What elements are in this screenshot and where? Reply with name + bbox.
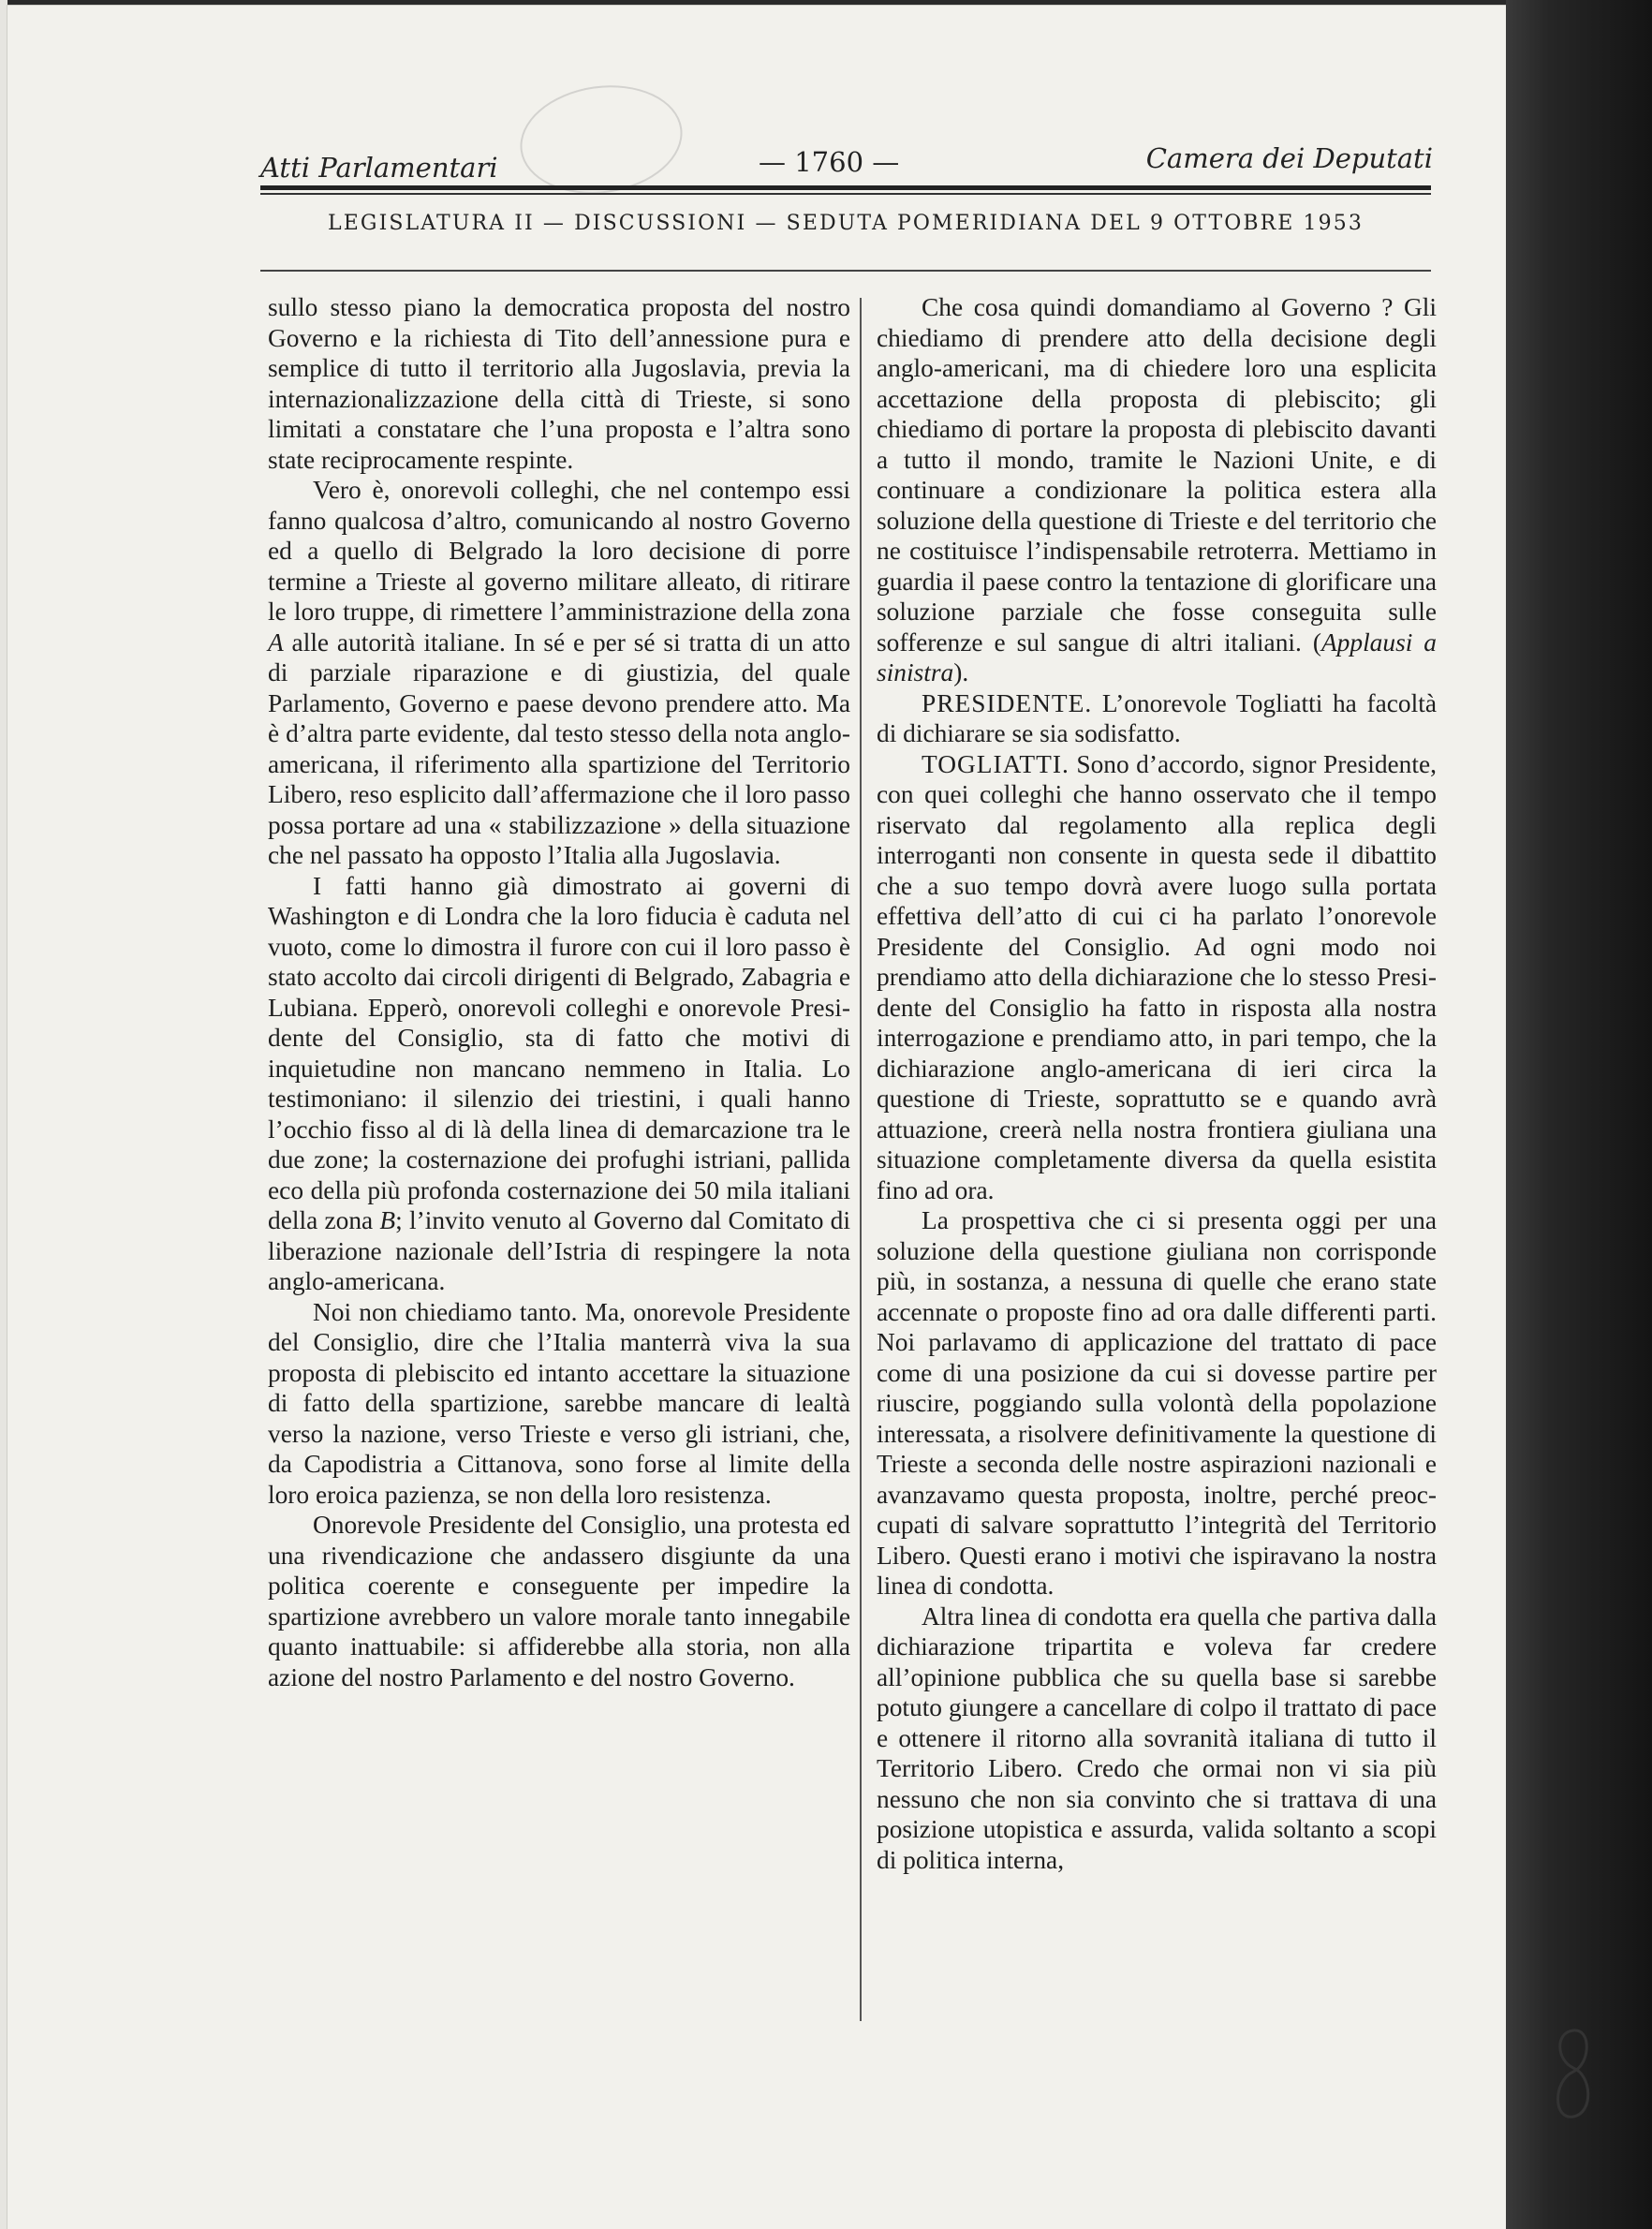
paragraph-text: I fatti hanno già dimostrato ai governi di Washington e di Londra che la loro fiducia è caduta nel vuoto, come lo dimostra il furore con cui il loro passo è stato accolto dai circoli dirigenti di Belgrado, Zabagria e Lubiana. Epperò, onorevoli colleghi e onorevole Presidente del Consiglio, sta di fatto che motivi di inquietudine non mancano nemmeno in Italia. Lo testimoniano: il silenzio dei triestini, i quali hanno l’occhio fisso al di là della linea di demarcazione tra le due zone; la costernazione dei profughi istriani, pallida eco della più profonda costernazione dei 50 mila italiani della zona [268,871,850,1234]
speaker-name: PRESIDENTE. [922,688,1093,717]
paragraph [877,292,1437,688]
paragraph [268,475,850,871]
scan-dark-margin [1506,0,1652,2229]
paragraph: sullo stesso piano la democratica proposta del nostro Governo e la richiesta di Tito dell’annessione pura e semplice di tutto il territorio alla Jugoslavia, previa la internazionalizzazione della città di Trieste, si sono limitati a constatare che l’una proposta e l’altra sono state reciprocamente respinte. [268,293,850,474]
zone-label: A [268,627,284,657]
paragraph [268,871,850,1297]
page-header [253,140,1433,184]
page-number: — 1760 — [759,146,900,178]
subheader-rule [260,270,1431,272]
header-publication: Atti Parlamentari [260,152,498,184]
paragraph: Onorevole Presidente del Consiglio, una protesta ed una rivendicazione che andassero disgiunte da una politica coerente e conseguente per impedire la spartizione avrebbero un valore morale tanto innegabile quanto inattuabile: si affiderebbe alla storia, non alla azione del nostro Parlamento e del nostro Governo. [268,1511,850,1691]
paragraph-text: Vero è, onorevoli colleghi, che nel contempo essi fanno qualcosa d’altro, comunicando al nostro Governo ed a quello di Belgrado la loro decisione di porre termine a Trieste al governo militare alleato, di ritirare le loro truppe, di rimettere l’amministrazione della zona [268,476,850,626]
handwritten-page-mark [1545,2023,1601,2126]
paragraph: Altra linea di condotta era quella che partiva dalla dichiarazione tripartita e voleva far credere all’opinione pubblica che su quella base si sarebbe potuto giungere a cancellare di colpo il trattato di pace e ottenere il ritorno alla sovranità italiana di tutto il Territorio Libero. Credo che ormai non vi sia più nessuno che non sia convinto che si trattava di una posizione utopistica e assurda, valida soltanto a scopi di politica interna, [877,1602,1437,1874]
paragraph-text: ; l’invito venuto al Governo dal Comitato di liberazione nazionale dell’Istria di respingere la nota anglo-americana. [268,1206,850,1295]
paragraph-text: Che cosa quindi domandiamo al Governo ? Gli chiediamo di prendere atto della decisione degli anglo-americani, ma di chiedere loro una esplicita accettazione della proposta di plebiscito; gli chiediamo di portare la proposta di plebiscito davanti a tutto il mondo, tramite le Nazioni Unite, e di continuare a condizionare la politica estera alla soluzione della questione di Trieste e del territorio che ne costituisce l’indispensabile retroterra. Mettiamo in guardia il paese contro la tentazione di glorificare una soluzione parziale che fosse conseguita sulle sofferenze e sul sangue di altri italiani. ( [877,293,1437,657]
paragraph: Noi non chiediamo tanto. Ma, onorevole Presidente del Consiglio, dire che l’Italia manterrà viva la sua proposta di plebiscito ed intanto accettare la situazione di fatto della spartizione, sarebbe mancare di lealtà verso la nazione, verso Trieste e verso gli istriani, che, da Capodistria a Cittanova, sono forse al limite della loro eroica pazienza, se non della loro resistenza. [268,1297,850,1509]
paragraph-text: Sono d’accordo, signor Presidente, con quei colleghi che hanno osservato che il tempo riservato dal regolamento alla replica degli interroganti non consente in questa sede il dibattito che a suo tempo dovrà avere luogo sulla portata effettiva dell’atto di cui ci ha parlato l’onorevole Presidente del Consiglio. Ad ogni modo noi prendiamo atto della dichiarazione che lo stesso Presidente del Consiglio ha fatto in risposta alla nostra interrogazione e prendiamo atto, in pari tempo, che la dichiarazione anglo-americana di ieri circa la questione di Trieste, soprattutto se e quando avrà attuazione, creerà nella nostra frontiera giuliana una situazione completamente diversa da quella esistita fino ad ora. [877,749,1437,1204]
scan-left-edge [0,0,7,2229]
paragraph-text: ). [953,658,969,686]
left-column [268,292,850,2034]
header-chamber: Camera dei Deputati [1145,142,1433,174]
paragraph [877,749,1437,1206]
column-divider [860,298,862,2021]
zone-label: B [379,1206,396,1234]
speaker-name: TOGLIATTI. [922,749,1069,778]
paragraph: La prospettiva che ci si presenta oggi per una soluzione della questione giuliana non corrisponde più, in sostanza, a nessuna di quelle che erano state accennate o proposte fino ad ora dalle differenti parti. Noi parlavamo di applicazione del trattato di pace come di una posizione da cui si dovesse partire per riuscire, poggiando sulla volontà della popolazione interessata, a risolvere definitivamente la questione di Trieste a seconda delle nostre aspirazioni nazionali e avanzavamo questa proposta, inoltre, perché preoccupati di salvare soprattutto l’integrità del Territorio Libero. Questi erano i motivi che ispiravano la nostra linea di condotta. [877,1206,1437,1600]
paragraph-text: L’onorevole Togliatti ha facoltà di dichiarare se sia sodisfatto. [877,688,1437,747]
header-rule-thin [260,193,1431,195]
right-column [877,292,1437,2034]
paragraph-text: alle autorità italiane. In sé e per sé si tratta di un atto di parziale riparazione e di giustizia, del quale Parlamento, Governo e paese devono prendere atto. Ma è d’altra parte evidente, dal testo stesso della nota angloamericana, il riferimento alla spartizione del Territorio Libero, reso esplicito dall’affermazione che il loro passo possa portare ad una « stabilizzazione » della situazione che nel passato ha opposto l’Italia alla Jugoslavia. [268,627,850,869]
header-rule-thick [260,185,1431,190]
session-subheader: LEGISLATURA II — DISCUSSIONI — SEDUTA POMERIDIANA DEL 9 OTTOBRE 1953 [328,212,1364,235]
stage-direction: Applausi a sinistra [877,627,1438,686]
paragraph [877,688,1437,749]
